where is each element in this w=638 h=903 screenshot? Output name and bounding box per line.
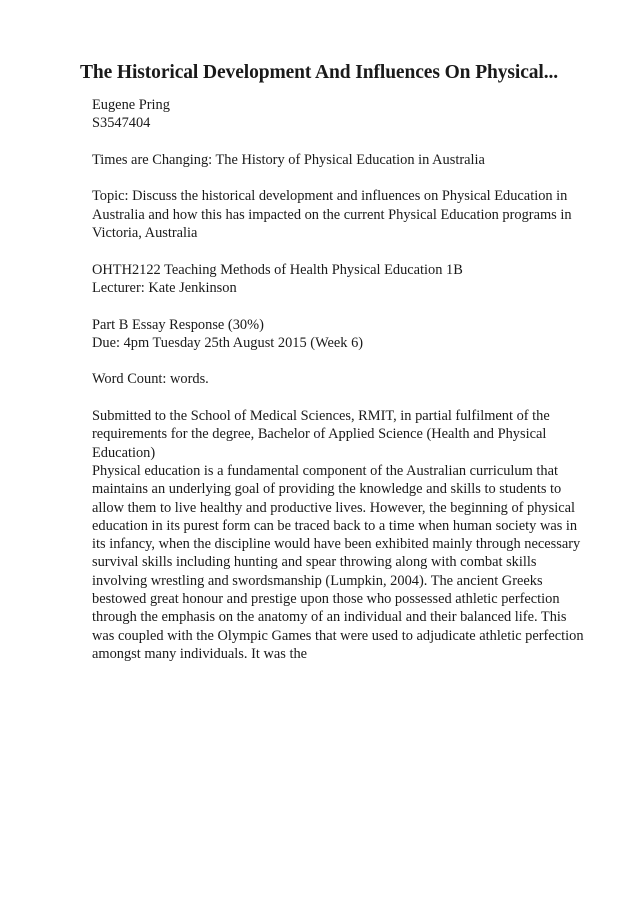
paragraph-gap — [92, 169, 592, 187]
text-line: Eugene Pring — [92, 97, 170, 113]
paragraph-gap — [92, 242, 592, 260]
text-line: Topic: Discuss the historical development and influences on Physical Education in — [92, 188, 568, 205]
paragraph — [92, 261, 592, 298]
paragraph — [92, 151, 592, 169]
text-line: Australia and how this has impacted on the current Physical Education programs in — [92, 206, 572, 223]
text-line: requirements for the degree, Bachelor of Applied Science (Health and Physical — [92, 426, 547, 443]
paragraph-gap — [92, 297, 592, 315]
text-line: amongst many individuals. It was the — [92, 645, 308, 662]
text-line: Part B Essay Response (30%) — [92, 316, 264, 333]
paragraph — [92, 96, 592, 133]
text-line: Physical education is a fundamental component of the Australian curriculum that — [92, 462, 558, 479]
document-title: The Historical Development And Influences On Physical... — [79, 62, 559, 83]
paragraph — [92, 187, 592, 242]
text-line: survival skills including hunting and spear throwing along with combat skills — [92, 554, 537, 571]
text-line: bestowed great honour and prestige upon those who possessed athletic perfection — [92, 591, 560, 608]
text-line: Education) — [92, 444, 156, 461]
paragraph-gap — [92, 389, 592, 407]
text-line: allow them to live healthy and productive lives. However, the beginning of physical — [92, 499, 575, 516]
text-line: Word Count: words. — [92, 371, 209, 388]
text-line: OHTH2122 Teaching Methods of Health Physical Education 1B — [92, 261, 463, 278]
paragraph-gap — [92, 133, 592, 151]
document-body — [92, 96, 592, 663]
text-line: was coupled with the Olympic Games that were used to adjudicate athletic perfection — [92, 627, 584, 644]
text-line: Times are Changing: The History of Physical Education in Australia — [92, 151, 485, 168]
text-line: education in its purest form can be traced back to a time when human society was in — [92, 517, 578, 534]
text-line: Due: 4pm Tuesday 25th August 2015 (Week 6) — [92, 334, 364, 351]
text-line: S3547404 — [92, 115, 151, 132]
paragraph — [92, 407, 592, 663]
paragraph — [92, 370, 592, 388]
text-line: Victoria, Australia — [92, 225, 198, 242]
text-line: involving wrestling and swordsmanship (Lumpkin, 2004). The ancient Greeks — [92, 572, 543, 589]
paragraph — [92, 316, 592, 353]
text-line: Submitted to the School of Medical Sciences, RMIT, in partial fulfilment of the — [92, 408, 550, 425]
text-line: maintains an underlying goal of providing the knowledge and skills to students to — [92, 481, 562, 498]
text-line: Lecturer: Kate Jenkinson — [92, 279, 237, 296]
text-line: its infancy, when the discipline would have been exhibited mainly through necessary — [92, 536, 581, 553]
paragraph-gap — [92, 352, 592, 370]
text-line: through the emphasis on the anatomy of an individual and their balanced life. This — [92, 609, 567, 626]
